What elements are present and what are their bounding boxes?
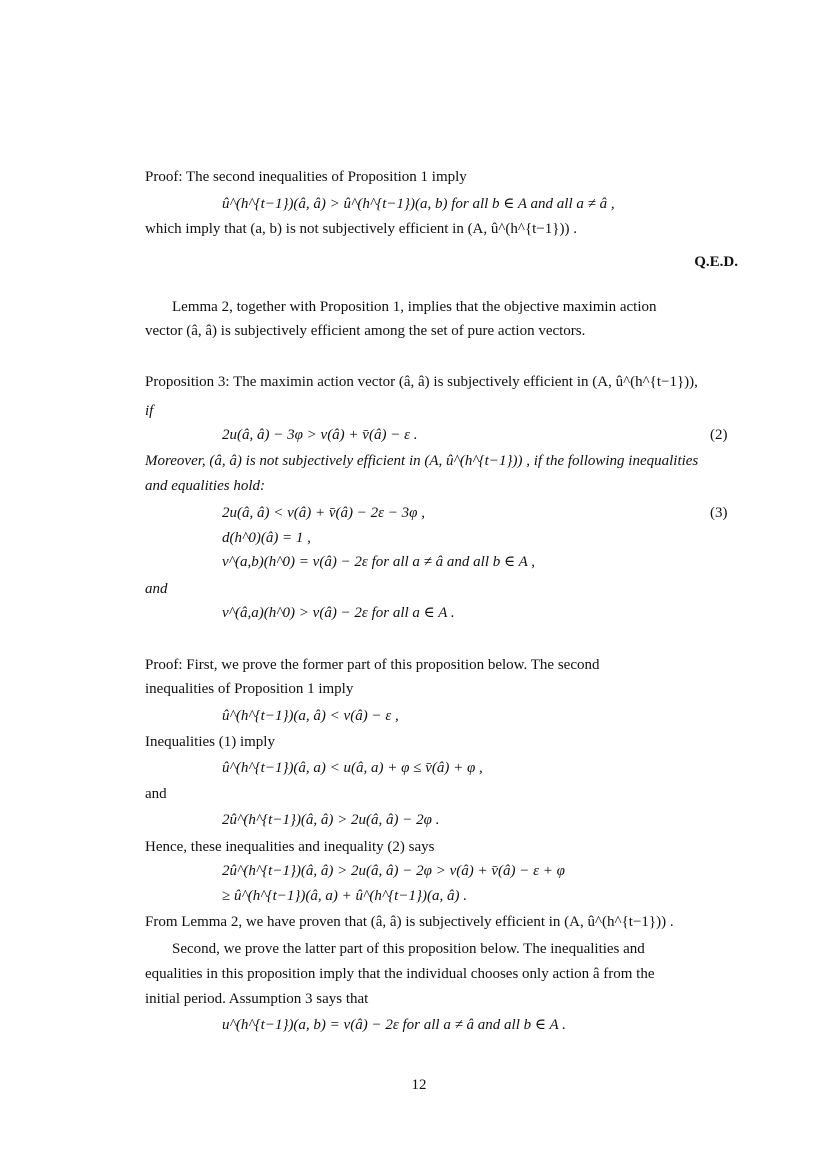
proof-line: inequalities of Proposition 1 imply [145, 681, 354, 697]
proof-line: and [145, 786, 167, 802]
proof-line: Hence, these inequalities and inequality (2) says [145, 839, 435, 855]
equation: 2u(â, â) − 3φ > v(â) + v̄(â) − ε . [222, 427, 418, 443]
proof-line: Proof: First, we prove the former part of this proposition below. The second [145, 657, 600, 673]
body-line: Lemma 2, together with Proposition 1, implies that the objective maximin action [172, 299, 657, 315]
proof-line: Proof: The second inequalities of Proposition 1 imply [145, 169, 467, 185]
equation: v^(a,b)(h^0) = v(â) − 2ε for all a ≠ â and all b ∈ A , [222, 554, 535, 570]
proof-line: Inequalities (1) imply [145, 734, 275, 750]
page-number: 12 [411, 1077, 427, 1093]
equation: 2û^(h^{t−1})(â, â) > 2u(â, â) − 2φ > v(â) + v̄(â) − ε + φ [222, 863, 565, 879]
body-line: and [145, 581, 168, 597]
qed-mark: Q.E.D. [694, 254, 738, 270]
proof-line: From Lemma 2, we have proven that (â, â) is subjectively efficient in (A, û^(h^{t−1})) . [145, 914, 674, 930]
equation: d(h^0)(â) = 1 , [222, 530, 311, 546]
equation-number: (3) [710, 505, 728, 521]
equation: v^(â,a)(h^0) > v(â) − 2ε for all a ∈ A . [222, 605, 455, 621]
body-line: initial period. Assumption 3 says that [145, 991, 369, 1007]
body-line: Second, we prove the latter part of this proposition below. The inequalities and [172, 941, 645, 957]
equation: 2û^(h^{t−1})(â, â) > 2u(â, â) − 2φ . [222, 812, 440, 828]
body-line: Moreover, (â, â) is not subjectively efficient in (A, û^(h^{t−1})) , if the following inequalities [145, 453, 699, 469]
equation-number: (2) [710, 427, 728, 443]
equation: ≥ û^(h^{t−1})(â, a) + û^(h^{t−1})(a, â) . [222, 888, 467, 904]
equation: û^(h^{t−1})(a, â) < v(â) − ε , [222, 708, 399, 724]
body-line: vector (â, â) is subjectively efficient among the set of pure action vectors. [145, 323, 586, 339]
equation: û^(h^{t−1})(â, a) < u(â, a) + φ ≤ v̄(â) + φ , [222, 760, 483, 776]
equation: u^(h^{t−1})(a, b) = v(â) − 2ε for all a ≠ â and all b ∈ A . [222, 1017, 566, 1033]
body-line: equalities in this proposition imply that the individual chooses only action â from the [145, 966, 655, 982]
body-line: if [145, 403, 154, 419]
proposition-heading: Proposition 3: The maximin action vector (â, â) is subjectively efficient in (A, û^(h^{t−1})), [145, 374, 698, 390]
equation: 2u(â, â) < v(â) + v̄(â) − 2ε − 3φ , [222, 505, 425, 521]
body-line: and equalities hold: [145, 478, 265, 494]
equation: û^(h^{t−1})(â, â) > û^(h^{t−1})(a, b) for all b ∈ A and all a ≠ â , [222, 196, 615, 212]
proof-line: which imply that (a, b) is not subjectively efficient in (A, û^(h^{t−1})) . [145, 221, 577, 237]
